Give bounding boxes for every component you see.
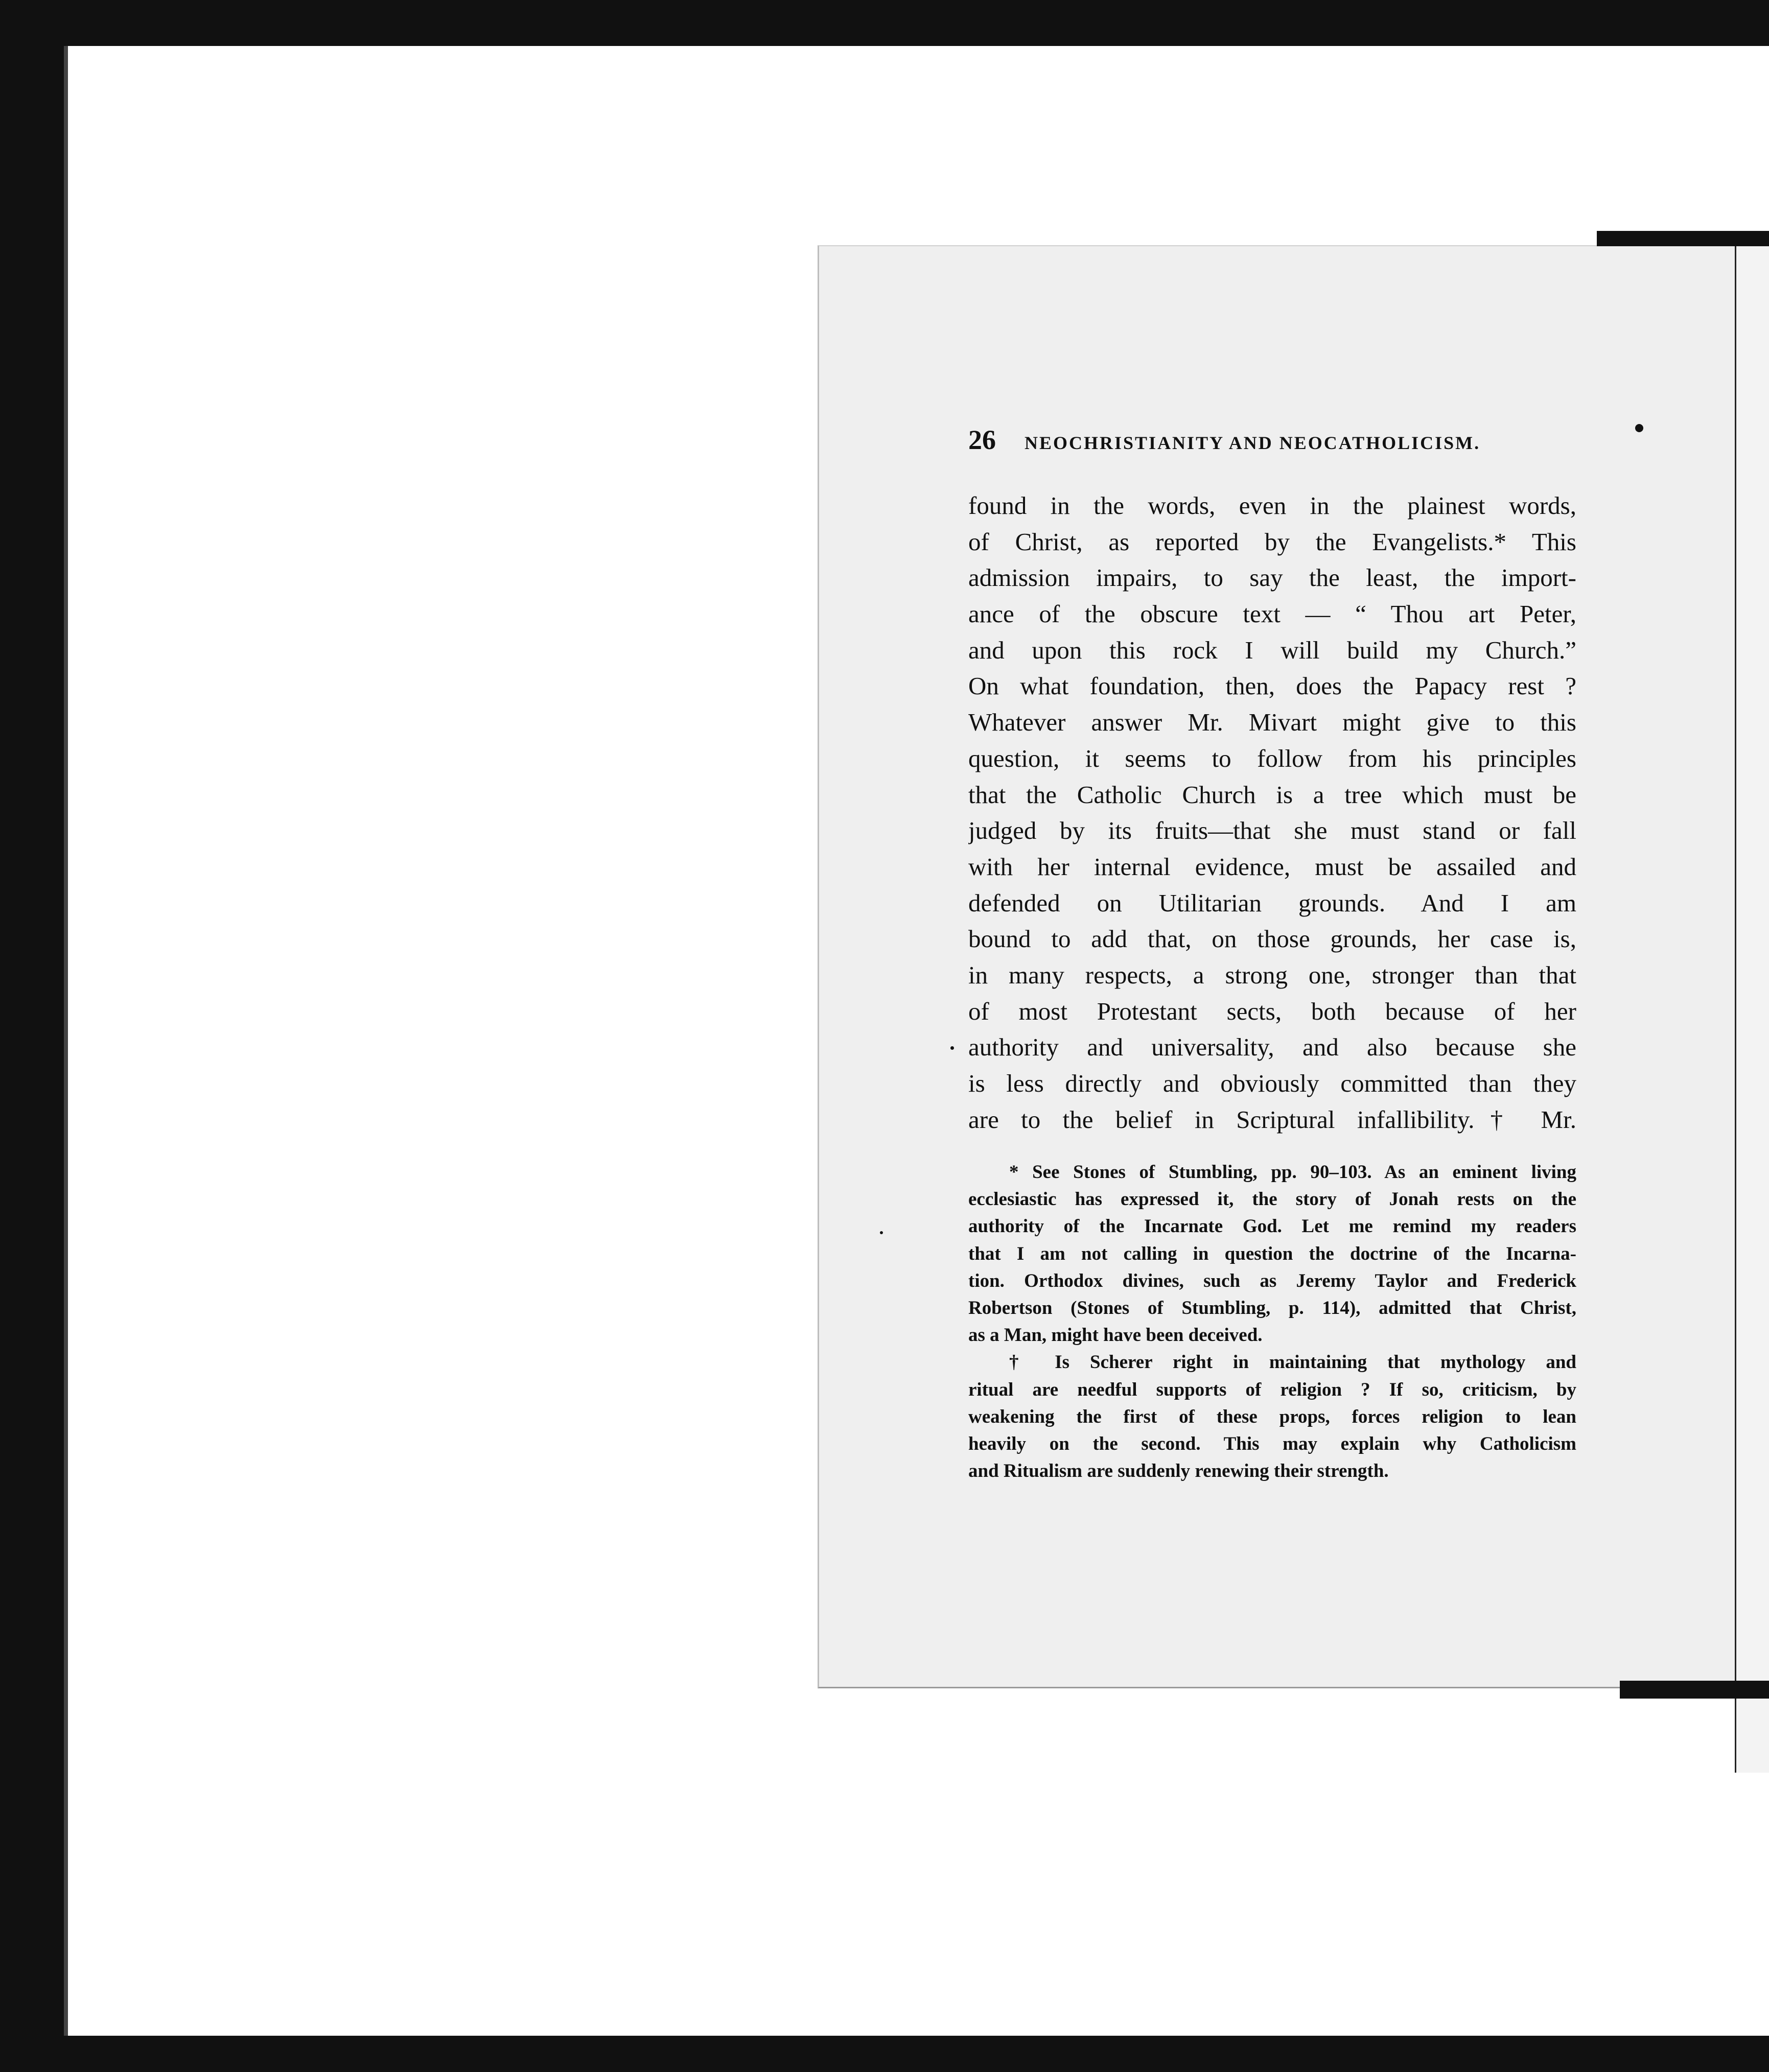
footnote-line: tion. Orthodox divines, such as Jeremy Taylor and Frederick — [968, 1270, 1576, 1291]
body-line: of Christ, as reported by the Evangelists.* This — [968, 527, 1576, 556]
scan-border-left-edge — [64, 46, 68, 2036]
footnotes — [968, 1159, 1576, 1485]
body-line: with her internal evidence, must be assailed and — [968, 852, 1576, 881]
body-line: and upon this rock I will build my Church.” — [968, 635, 1576, 664]
body-line: of most Protestant sects, both because of her — [968, 997, 1576, 1025]
scan-clip-top — [1597, 231, 1769, 246]
footnote-line: authority of the Incarnate God. Let me remind my readers — [968, 1216, 1576, 1237]
body-line: judged by its fruits—that she must stand or fall — [968, 816, 1576, 845]
scan-border-left — [0, 0, 64, 2072]
scan-clip-bottom — [1620, 1681, 1769, 1699]
body-line: Whatever answer Mr. Mivart might give to this — [968, 708, 1576, 737]
body-line: bound to add that, on those grounds, her case is, — [968, 925, 1576, 953]
body-line: defended on Utilitarian grounds. And I am — [968, 888, 1576, 917]
footnote-line: heavily on the second. This may explain why Catholicism — [968, 1433, 1576, 1454]
body-line: in many respects, a strong one, stronger than that — [968, 960, 1576, 989]
page-number: 26 — [968, 425, 996, 455]
footnote-line: ritual are needful supports of religion ? If so, criticism, by — [968, 1379, 1576, 1400]
body-line: admission impairs, to say the least, the import- — [968, 563, 1576, 592]
footnote-line: Robertson (Stones of Stumbling, p. 114), admitted that Christ, — [968, 1297, 1576, 1318]
body-line: ance of the obscure text — “ Thou art Peter, — [968, 600, 1576, 628]
footnote-line: * See Stones of Stumbling, pp. 90–103. As an eminent living — [1009, 1162, 1576, 1183]
footnote-line: and Ritualism are suddenly renewing their strength. — [968, 1461, 1389, 1482]
footnote-line: † Is Scherer right in maintaining that mythology and — [1009, 1352, 1576, 1373]
footnote-line: weakening the first of these props, forces religion to lean — [968, 1406, 1576, 1427]
body-line: authority and universality, and also because she — [968, 1033, 1576, 1062]
footnote-line: ecclesiastic has expressed it, the story of Jonah rests on the — [968, 1189, 1576, 1210]
footnote-line: that I am not calling in question the doctrine of the Incarna- — [968, 1243, 1576, 1264]
next-page-edge — [1735, 245, 1769, 1773]
scan-border-top — [0, 0, 1769, 46]
footnote-line: as a Man, might have been deceived. — [968, 1325, 1263, 1346]
body-line: On what foundation, then, does the Papacy rest ? — [968, 672, 1576, 700]
body-line: that the Catholic Church is a tree which must be — [968, 780, 1576, 809]
scan-speck — [880, 1231, 883, 1234]
scan-speck — [950, 1046, 954, 1050]
page-header — [968, 424, 1500, 456]
body-line: are to the belief in Scriptural infallibility.† Mr. — [968, 1105, 1576, 1134]
body-line: is less directly and obviously committed than they — [968, 1069, 1576, 1097]
body-line: found in the words, even in the plainest words, — [968, 491, 1576, 520]
scan-speck — [1635, 424, 1643, 432]
body-line: question, it seems to follow from his principles — [968, 744, 1576, 772]
running-head: NEOCHRISTIANITY AND NEOCATHOLICISM. — [1025, 433, 1481, 453]
scan-border-bottom — [0, 2036, 1769, 2072]
body-text — [968, 488, 1576, 1138]
